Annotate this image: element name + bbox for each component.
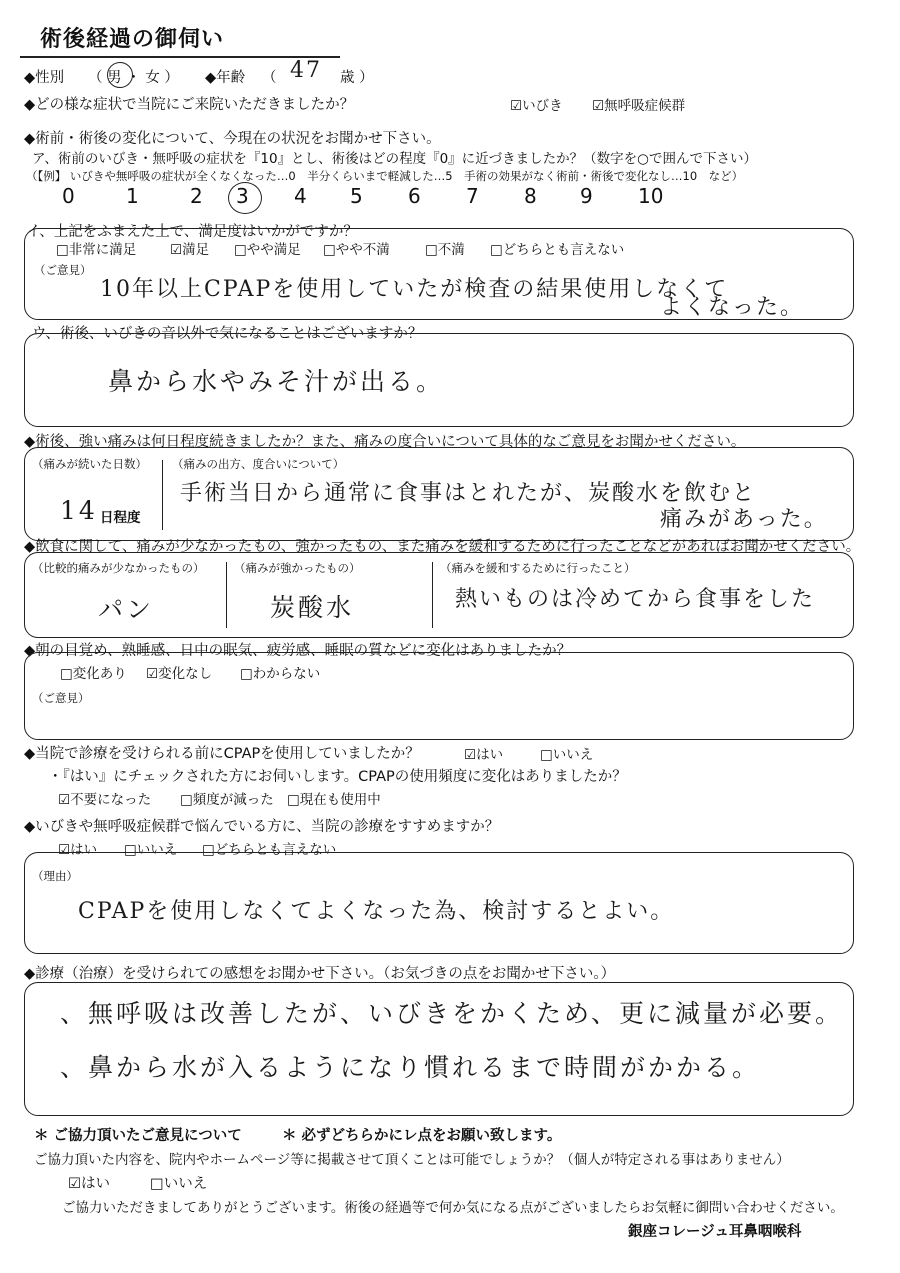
recommend-question: ◆いびきや無呼吸症候群で悩んでいる方に、当院の診療をすすめますか？ bbox=[24, 819, 500, 835]
food-col1-value[interactable]: パン bbox=[98, 595, 155, 624]
cpap-no[interactable]: □いいえ bbox=[540, 747, 594, 763]
satisfaction-somewhat-dis[interactable]: □やや不満 bbox=[323, 242, 390, 258]
age-value[interactable]: 47 bbox=[290, 58, 322, 83]
footer-note1: ＊ ご協力頂いたご意見について bbox=[34, 1128, 242, 1144]
pain-detail-label: （痛みの出方、度合いについて） bbox=[172, 457, 345, 471]
food-col2-label: （痛みが強かったもの） bbox=[234, 561, 361, 575]
sleep-unchanged[interactable]: ☑変化なし bbox=[146, 666, 213, 682]
sleep-question: ◆朝の目覚め、熟睡感、日中の眠気、疲労感、睡眠の質などに変化はありましたか？ bbox=[24, 643, 572, 659]
pain-detail-line1[interactable]: 手術当日から通常に食事はとれたが、炭酸水を飲むと bbox=[180, 481, 757, 506]
cpap-not-needed[interactable]: ☑不要になった bbox=[58, 792, 152, 808]
age-unit: 歳 ） bbox=[340, 70, 374, 86]
symptom-apnea-checkbox[interactable]: ☑無呼吸症候群 bbox=[592, 98, 686, 114]
food-divider-1 bbox=[226, 562, 227, 628]
change-question: ◆術前・術後の変化について、今現在の状況をお聞かせ下さい。 bbox=[24, 131, 441, 147]
satisfaction-somewhat[interactable]: □やや満足 bbox=[234, 242, 301, 258]
food-col3-value[interactable]: 熱いものは冷めてから食事をした bbox=[455, 587, 816, 612]
cpap-less-frequent[interactable]: □頻度が減った bbox=[180, 792, 274, 808]
scale-number-8[interactable]: 8 bbox=[524, 184, 537, 208]
recommend-reason-value[interactable]: CPAPを使用しなくてよくなった為、検討するとよい。 bbox=[78, 899, 675, 924]
scale-number-9[interactable]: 9 bbox=[580, 184, 593, 208]
food-question: ◆飲食に関して、痛みが少なかったもの、強かったもの、また痛みを緩和するために行ったことなどがあればお聞かせください。 bbox=[24, 539, 861, 555]
age-open-paren: （ bbox=[262, 70, 277, 86]
sex-options[interactable]: （ 男 ・ 女 ） bbox=[88, 70, 179, 86]
page-title: 術後経過の御伺い bbox=[40, 27, 225, 52]
scale-number-0[interactable]: 0 bbox=[62, 184, 75, 208]
pain-days-unit: 日程度 bbox=[100, 510, 141, 526]
pain-divider bbox=[162, 460, 163, 530]
consent-yes[interactable]: ☑はい bbox=[68, 1176, 110, 1192]
satisfaction-very[interactable]: □非常に満足 bbox=[56, 242, 137, 258]
cpap-question: ◆当院で診療を受けられる前にCPAPを使用していましたか？ bbox=[24, 746, 420, 762]
thanks-text: ご協力いただきましてありがとうございます。術後の経過等で何か気になる点がございましたらお気軽に御問い合わせください。 bbox=[62, 1200, 844, 1216]
pain-question: ◆術後、強い痛みは何日程度続きましたか？また、痛みの度合いについて具体的なご意見をお聞かせください。 bbox=[24, 434, 746, 450]
pain-detail-line2[interactable]: 痛みがあった。 bbox=[660, 507, 828, 532]
pain-days-value[interactable]: 14 bbox=[60, 496, 98, 525]
scale-number-6[interactable]: 6 bbox=[408, 184, 421, 208]
satisfaction-question: イ、上記をふまえた上で、満足度はいかがですか？ bbox=[26, 224, 358, 240]
cpap-followup: ・『はい』にチェックされた方にお伺いします。CPAPの使用頻度に変化はありましたか？ bbox=[48, 769, 627, 785]
cpap-yes[interactable]: ☑はい bbox=[464, 747, 504, 763]
scale-number-4[interactable]: 4 bbox=[294, 184, 307, 208]
sleep-opinion-label: （ご意見） bbox=[32, 691, 90, 705]
opinion-line2[interactable]: よくなった。 bbox=[660, 295, 805, 320]
recommend-reason-label: （理由） bbox=[32, 869, 78, 883]
sleep-unknown[interactable]: □わからない bbox=[240, 666, 321, 682]
change-sub-a: ア、術前のいびき・無呼吸の症状を『10』とし、術後はどの程度『0』に近づきましたか？（数字を○で囲んで下さい） bbox=[32, 151, 757, 167]
sex-selected-circle bbox=[107, 62, 133, 88]
other-concern-answer[interactable]: 鼻から水やみそ汁が出る。 bbox=[108, 367, 445, 396]
scale-number-7[interactable]: 7 bbox=[466, 184, 479, 208]
change-example: （【例】 いびきや無呼吸の症状が全くなくなった…0 半分くらいまで軽減した…5 手術の効果がなく術前・術後で変化なし…10 など） bbox=[26, 169, 744, 183]
recommend-neutral[interactable]: □どちらとも言えない bbox=[202, 842, 337, 858]
satisfaction-satisfied[interactable]: ☑満足 bbox=[170, 242, 210, 258]
sleep-changed[interactable]: □変化あり bbox=[60, 666, 127, 682]
sex-label: ◆性別 bbox=[24, 70, 65, 86]
satisfaction-neutral[interactable]: □どちらとも言えない bbox=[490, 242, 625, 258]
impression-line1[interactable]: 、無呼吸は改善したが、いびきをかくため、更に減量が必要。 bbox=[60, 999, 844, 1028]
food-col2-value[interactable]: 炭酸水 bbox=[270, 593, 355, 622]
cpap-still-using[interactable]: □現在も使用中 bbox=[287, 792, 381, 808]
satisfaction-dis[interactable]: □不満 bbox=[425, 242, 465, 258]
age-label: ◆年齢 bbox=[205, 70, 246, 86]
food-divider-2 bbox=[432, 562, 433, 628]
scale-number-10[interactable]: 10 bbox=[638, 184, 664, 208]
pain-days-label: （痛みが続いた日数） bbox=[32, 457, 147, 471]
other-concern-question: ウ、術後、いびきの音以外で気になることはございますか？ bbox=[32, 326, 423, 342]
scale-number-3[interactable]: 3 bbox=[236, 184, 249, 208]
recommend-no[interactable]: □いいえ bbox=[124, 842, 178, 858]
scale-number-1[interactable]: 1 bbox=[126, 184, 139, 208]
recommend-yes[interactable]: ☑はい bbox=[58, 842, 98, 858]
scale-selected-circle bbox=[228, 182, 262, 214]
food-col3-label: （痛みを緩和するために行ったこと） bbox=[440, 561, 636, 575]
impression-line2[interactable]: 、鼻から水が入るようになり慣れるまで時間がかかる。 bbox=[60, 1053, 761, 1082]
opinion-line1[interactable]: 10年以上CPAPを使用していたが検査の結果使用しなくて bbox=[100, 277, 729, 302]
impression-question: ◆診療（治療）を受けられての感想をお聞かせ下さい。（お気づきの点をお聞かせ下さい。） bbox=[24, 966, 616, 982]
symptom-question: ◆どの様な症状で当院にご来院いただきましたか？ bbox=[24, 97, 355, 113]
symptom-snoring-checkbox[interactable]: ☑いびき bbox=[510, 98, 563, 114]
consent-no[interactable]: □いいえ bbox=[150, 1176, 208, 1192]
clinic-name: 銀座コレージュ耳鼻咽喉科 bbox=[628, 1224, 802, 1240]
food-col1-label: （比較的痛みが少なかったもの） bbox=[32, 561, 205, 575]
scale-number-2[interactable]: 2 bbox=[190, 184, 203, 208]
opinion-label: （ご意見） bbox=[34, 263, 92, 277]
consent-question: ご協力頂いた内容を、院内やホームページ等に掲載させて頂くことは可能でしょうか？（個人が特定される事はありません） bbox=[34, 1152, 790, 1168]
scale-number-5[interactable]: 5 bbox=[350, 184, 363, 208]
footer-note2: ＊ 必ずどちらかにレ点をお願い致します。 bbox=[282, 1128, 562, 1144]
